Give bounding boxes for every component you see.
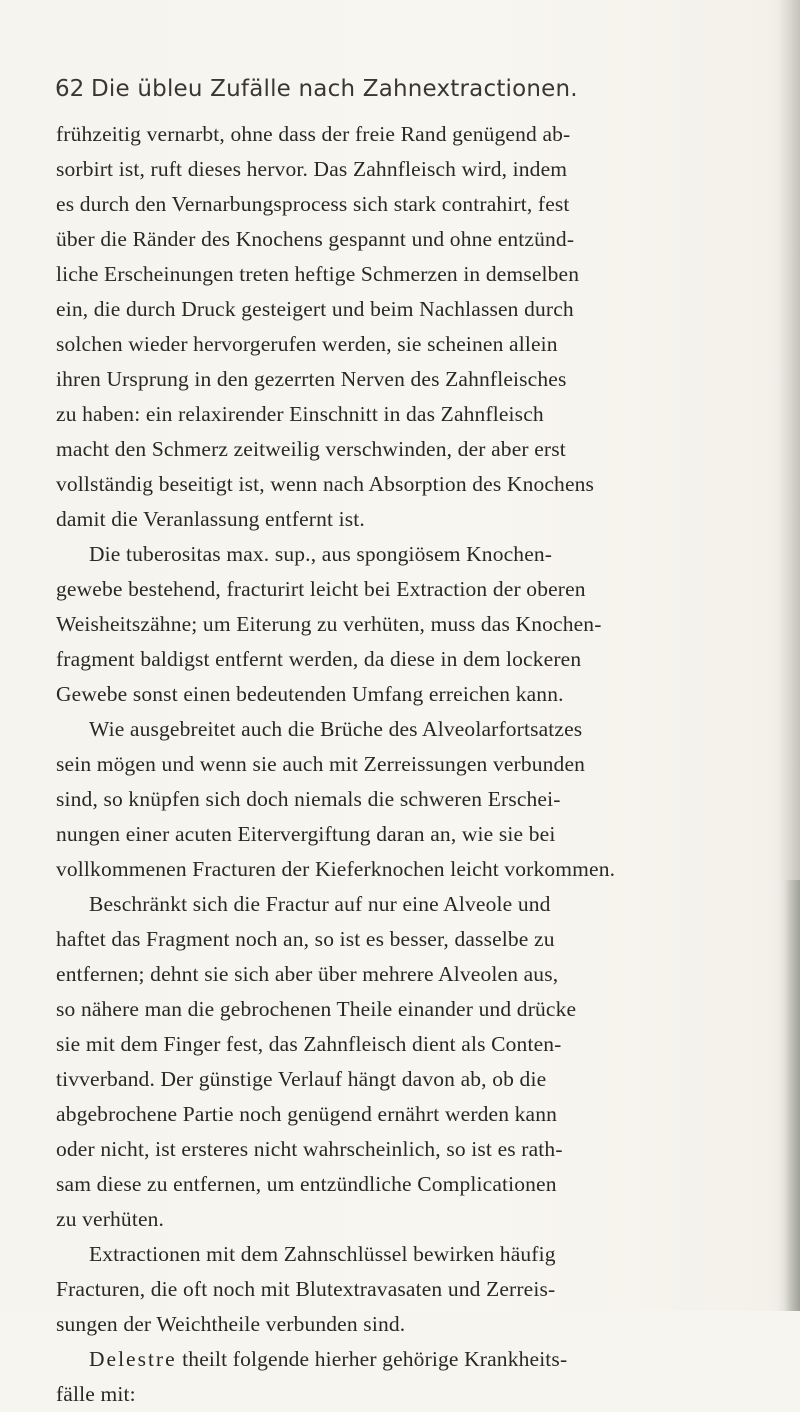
running-head (0, 76, 800, 110)
text-line: entfernen; dehnt sie sich aber über mehrere Alveolen aus, (56, 962, 559, 986)
paragraph-start-line: Die tuberositas max. sup., aus spongiösem Knochen- (89, 542, 553, 566)
text-line: vollständig beseitigt ist, wenn nach Absorption des Knochens (56, 472, 595, 496)
text-line: gewebe bestehend, fracturirt leicht bei Extraction der oberen (56, 577, 586, 601)
text-line: oder nicht, ist ersteres nicht wahrscheinlich, so ist es rath- (56, 1137, 563, 1161)
text-line: so nähere man die gebrochenen Theile einander und drücke (56, 997, 577, 1021)
text-line: zu haben: ein relaxirender Einschnitt in das Zahnfleisch (56, 402, 544, 426)
text-line: sein mögen und wenn sie auch mit Zerreissungen verbunden (56, 752, 586, 776)
text-line: Weisheitszähne; um Eiterung zu verhüten, muss das Knochen- (56, 612, 602, 636)
text-line: über die Ränder des Knochens gespannt und ohne entzünd- (56, 227, 575, 251)
text-line: macht den Schmerz zeitweilig verschwinden, der aber erst (56, 437, 566, 461)
text-line-rest: theilt folgende hierher gehörige Krankheits- (176, 1347, 568, 1371)
author-name: Delestre (89, 1347, 177, 1371)
text-line: nungen einer acuten Eitervergiftung daran an, wie sie bei (56, 822, 556, 846)
text-line: abgebrochene Partie noch genügend ernährt werden kann (56, 1102, 558, 1126)
running-head-title: Die übleu Zufälle nach Zahnextractionen. (91, 76, 578, 102)
paragraph-start-line: Beschränkt sich die Fractur auf nur eine Alveole und (89, 892, 551, 916)
text-line: sorbirt ist, ruft dieses hervor. Das Zahnfleisch wird, indem (56, 157, 568, 181)
paragraph-start-line: Extractionen mit dem Zahnschlüssel bewirken häufig (89, 1242, 556, 1266)
paragraph-start-line (56, 1342, 732, 1377)
text-line: damit die Veranlassung entfernt ist. (56, 507, 365, 531)
text-line: sungen der Weichtheile verbunden sind. (56, 1312, 406, 1336)
text-line: es durch den Vernarbungsprocess sich stark contrahirt, fest (56, 192, 570, 216)
text-line: frühzeitig vernarbt, ohne dass der freie Rand genügend ab- (56, 122, 571, 146)
text-line: tivverband. Der günstige Verlauf hängt davon ab, ob die (56, 1067, 547, 1091)
text-line: sind, so knüpfen sich doch niemals die schweren Erschei- (56, 787, 561, 811)
page-edge-shadow-lower (784, 880, 800, 1311)
paragraph-start-line: Wie ausgebreitet auch die Brüche des Alveolarfortsatzes (89, 717, 583, 741)
page-number: 62 (55, 76, 85, 102)
text-line: Gewebe sonst einen bedeutenden Umfang erreichen kann. (56, 682, 564, 706)
text-line: vollkommenen Fracturen der Kieferknochen leicht vorkommen. (56, 857, 616, 881)
text-line: liche Erscheinungen treten heftige Schmerzen in demselben (56, 262, 580, 286)
text-line: sam diese zu entfernen, um entzündliche Complicationen (56, 1172, 557, 1196)
text-line: ihren Ursprung in den gezerrten Nerven des Zahnfleisches (56, 367, 567, 391)
text-line: ein, die durch Druck gesteigert und beim Nachlassen durch (56, 297, 574, 321)
text-line: Fracturen, die oft noch mit Blutextravasaten und Zerreis- (56, 1277, 556, 1301)
text-line: zu verhüten. (56, 1207, 165, 1231)
text-line: fälle mit: (56, 1382, 136, 1406)
text-line: solchen wieder hervorgerufen werden, sie scheinen allein (56, 332, 558, 356)
body-text (56, 117, 732, 1412)
text-line: fragment baldigst entfernt werden, da diese in dem lockeren (56, 647, 582, 671)
text-line: sie mit dem Finger fest, das Zahnfleisch dient als Conten- (56, 1032, 562, 1056)
text-line: haftet das Fragment noch an, so ist es besser, dasselbe zu (56, 927, 555, 951)
